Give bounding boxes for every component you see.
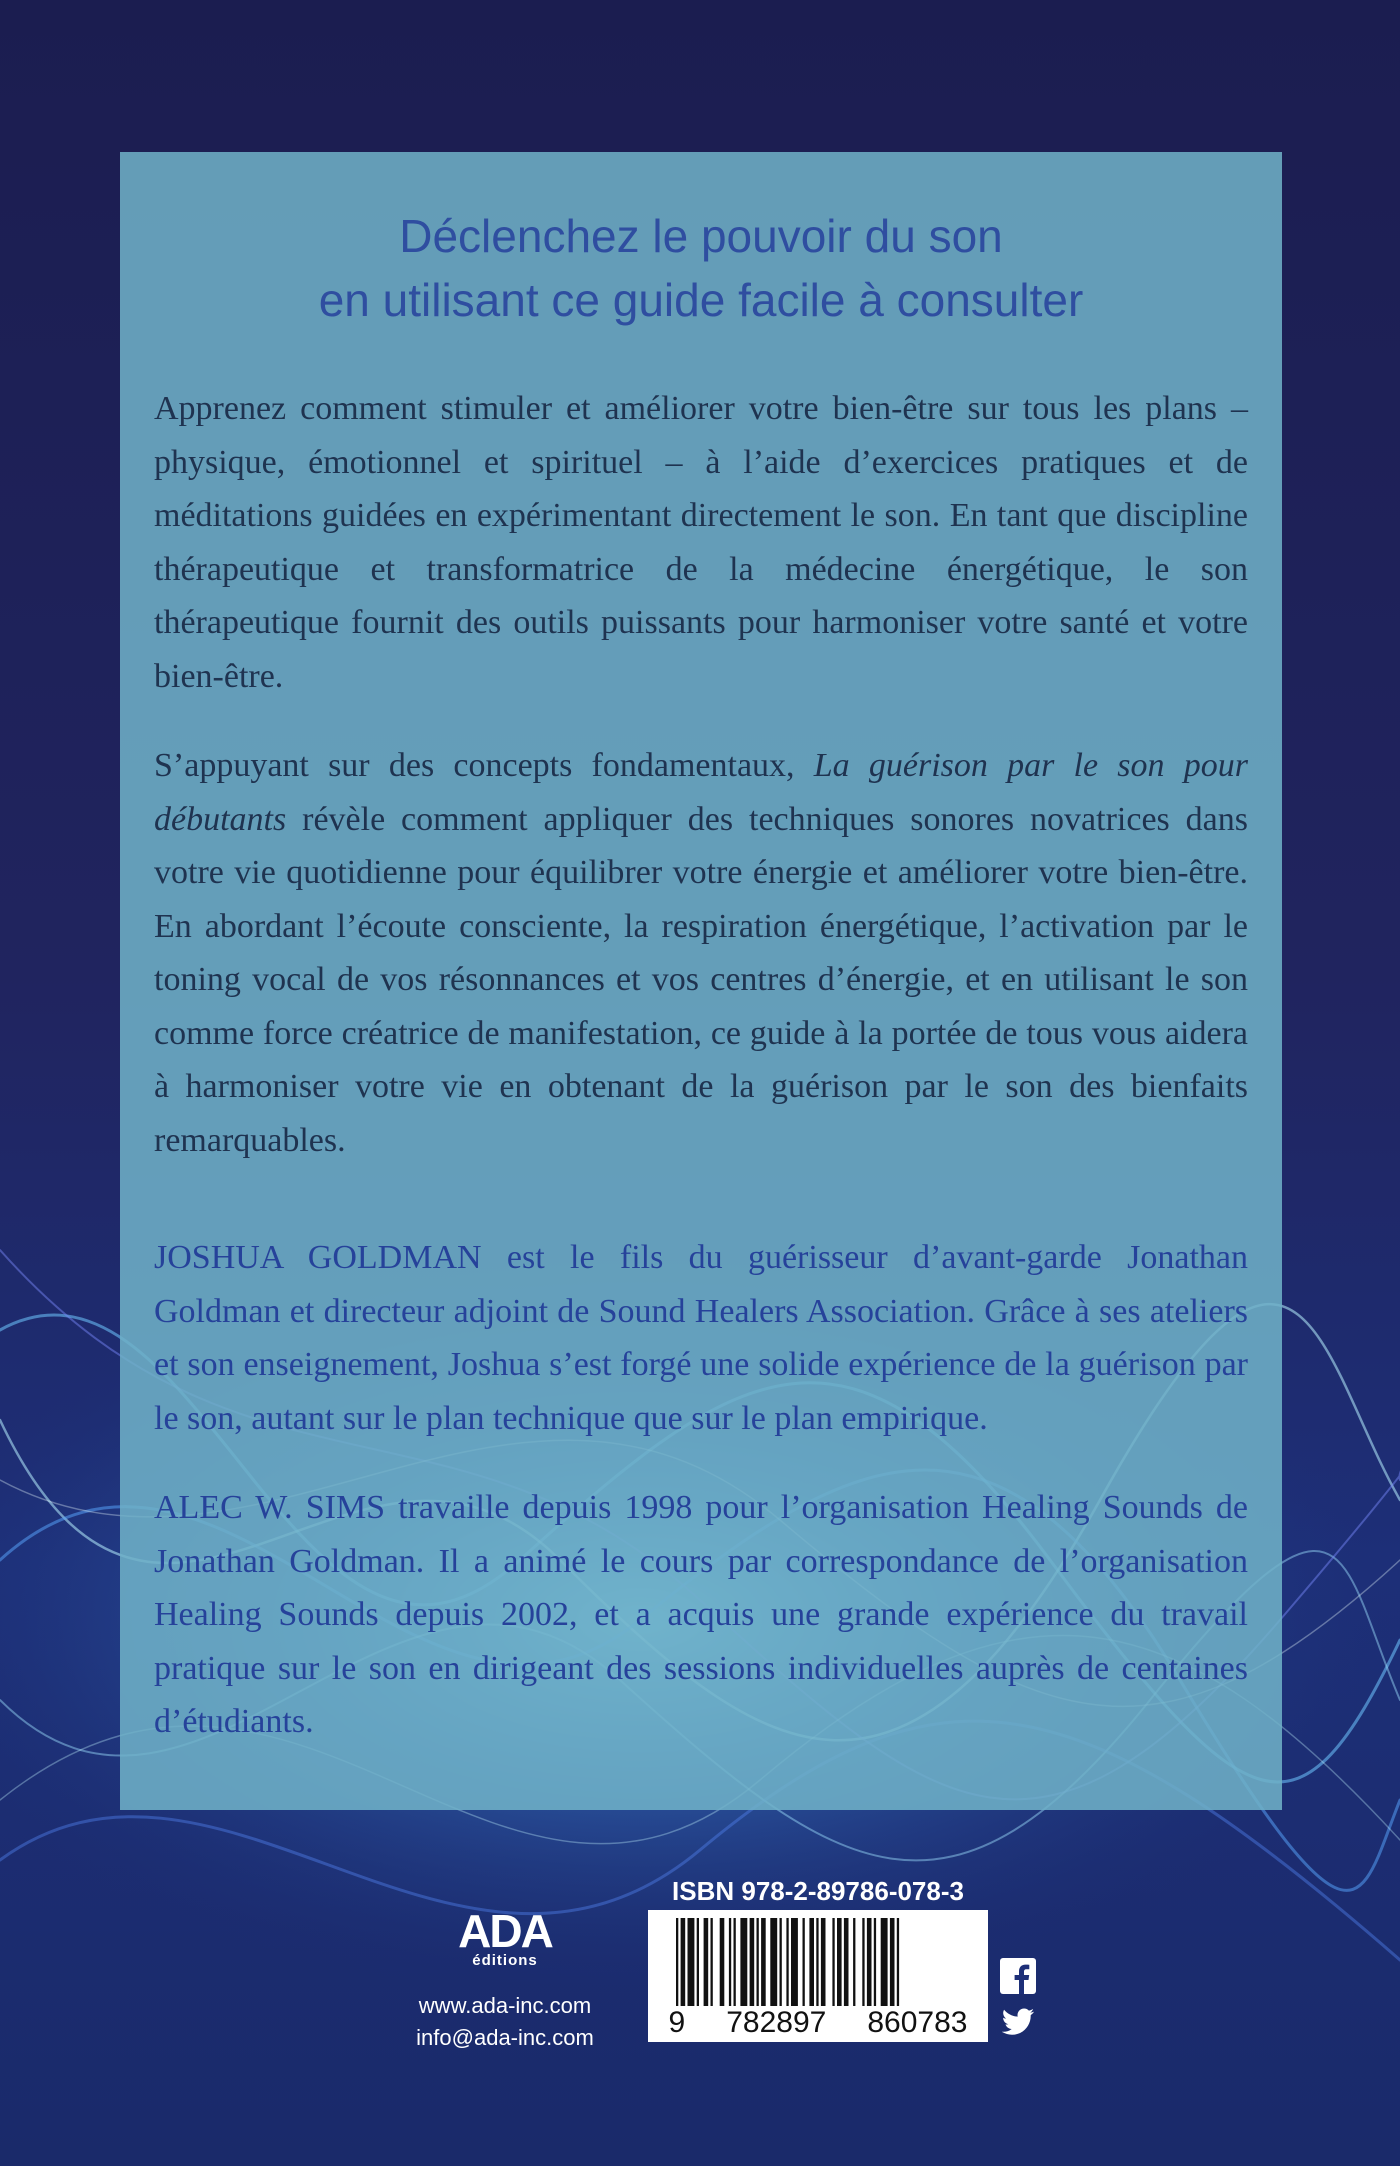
- barcode-bar: [697, 1918, 699, 2006]
- barcode-bar: [761, 1918, 766, 2006]
- barcode-bar: [803, 1918, 805, 2006]
- paragraph-2-intro: S’appuyant sur des concepts fondamentaux,: [154, 747, 814, 784]
- barcode-bar: [720, 1918, 725, 2006]
- author-bio-alec-sims: ALEC W. SIMS travaille depuis 1998 pour l’organisation Healing Sounds de Jonathan Goldman. Il a animé le cours par correspondance de l’organisation Healing Sounds depuis 2002, et a acquis une grande expérience du travail pratique sur le son en dirigeant des sessions individuelles auprès de centaines d’étudiants.: [154, 1489, 1248, 1740]
- isbn-label: ISBN 978-2-89786-078-3: [672, 1876, 964, 1906]
- barcode-bar: [809, 1918, 814, 2006]
- barcode-bar: [770, 1918, 777, 2006]
- barcode-bar: [832, 1918, 834, 2006]
- barcode-bar: [862, 1918, 864, 2006]
- publisher-website[interactable]: www.ada-inc.com: [418, 1993, 592, 2018]
- logo-text: ADA: [458, 1905, 552, 1957]
- facebook-icon[interactable]: [1000, 1958, 1036, 1994]
- barcode-bar: [750, 1918, 755, 2006]
- barcode-digit-prefix: 9: [666, 2006, 689, 2040]
- barcode-bar: [786, 1918, 788, 2006]
- barcode-bar: [740, 1918, 747, 2006]
- publisher-block: [385, 1905, 625, 2054]
- paragraph-2-rest: révèle comment appliquer des techniques sonores novatrices dans votre vie quotidienne pour équilibrer votre énergie et améliorer votre bien-être. En abordant l’écoute consciente, la respiration énergétique, l’activation par le toning vocal de vos résonnances et vos centres d’énergie, et en utilisant le son comme force créatrice de manifestation, ce guide à la portée de tous vous aidera à harmoniser votre vie en obtenant de la guérison par le son des bienfaits remarquables.: [154, 800, 1248, 1159]
- barcode-bar: [729, 1918, 731, 2006]
- text-panel: [120, 152, 1282, 1810]
- barcode-digit-group-1: 782897: [723, 2006, 829, 2040]
- author-bio-joshua-goldman: JOSHUA GOLDMAN est le fils du guérisseur d’avant-garde Jonathan Goldman et directeur adjoint de Sound Healers Association. Grâce à ses ateliers et son enseignement, Joshua s’est forgé une solide expérience de la guérison par le son, autant sur le plan technique que sur le plan empirique.: [154, 1239, 1248, 1437]
- headline: [154, 204, 1248, 332]
- barcode-bar: [734, 1918, 736, 2006]
- publisher-email[interactable]: info@ada-inc.com: [416, 2025, 594, 2050]
- barcode-bar: [780, 1918, 782, 2006]
- barcode-bar: [890, 1918, 895, 2006]
- description-paragraph-2: [154, 739, 1248, 1167]
- ada-logo: [445, 1905, 565, 1969]
- headline-line-2: en utilisant ce guide facile à consulter: [318, 274, 1084, 326]
- barcode-bar: [704, 1918, 709, 2006]
- barcode: [648, 1910, 988, 2042]
- barcode-bar: [844, 1918, 849, 2006]
- barcode-bar: [816, 1918, 818, 2006]
- barcode-digit-group-2: 860783: [864, 2006, 970, 2040]
- barcode-bar: [853, 1918, 855, 2006]
- barcode-bar: [837, 1918, 842, 2006]
- social-links: [1000, 1958, 1040, 2050]
- barcode-bar: [874, 1918, 876, 2006]
- barcode-bar: [821, 1918, 826, 2006]
- author-bios: [154, 1231, 1248, 1749]
- barcode-bar: [867, 1918, 872, 2006]
- barcode-bar: [881, 1918, 888, 2006]
- book-title: La guérison par le son pour débutants: [154, 747, 1248, 838]
- barcode-bar: [711, 1918, 713, 2006]
- logo-subtitle: éditions: [472, 1952, 538, 1969]
- barcode-digits: [648, 2006, 988, 2040]
- twitter-icon[interactable]: [1000, 2004, 1036, 2040]
- headline-line-1: Déclenchez le pouvoir du son: [399, 210, 1003, 262]
- description-paragraph-1: Apprenez comment stimuler et améliorer votre bien-être sur tous les plans – physique, émotionnel et spirituel – à l’aide d’exercices pratiques et de méditations guidées en expérimentant directement le son. En tant que discipline thérapeutique et transformatrice de la médecine énergétique, le son thérapeutique fournit des outils puissants pour harmoniser votre santé et votre bien-être.: [154, 390, 1248, 695]
- barcode-bar: [688, 1918, 695, 2006]
- barcode-bar: [757, 1918, 759, 2006]
